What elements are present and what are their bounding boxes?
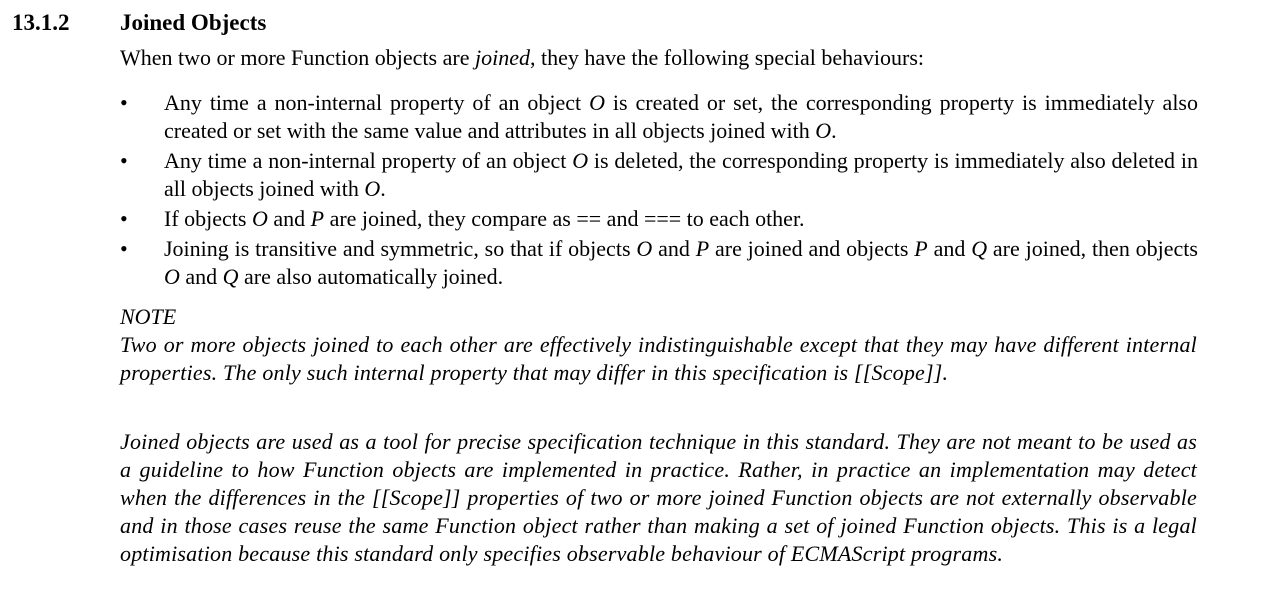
bullet-text: Any time a non-internal property of an object [164,90,590,115]
object-variable: O [251,206,268,231]
note-paragraph: Two or more objects joined to each other are effectively indistinguishable except that they may have different internal properties. The only such internal property that may differ in this specification is [[Scope]]. [120,332,1197,385]
object-variable: P [310,206,325,231]
bullet-text: are joined, they compare as == and === to each other. [324,206,805,231]
note-label: NOTE [120,304,177,329]
bullet-text: is deleted, the corresponding property is immediately also deleted in all objects joined with [164,148,1198,201]
bullet-text: Any time a non-internal property of an object [164,148,573,173]
list-item [120,205,1198,233]
section-title: Joined Objects [120,10,267,35]
list-item [120,147,1198,203]
object-variable: P [914,236,928,261]
bullet-text: and [927,236,972,261]
bullet-marker: • [120,236,128,261]
object-variable: O [572,148,589,173]
bullet-text: and [267,206,311,231]
list-item [120,89,1198,145]
note-paragraph: Joined objects are used as a tool for precise specification technique in this standard. They are not meant to be used as a guideline to how Function objects are implemented in practice. Rather, in practice an implementation may detect when the differences in the [[Scope]] properties of two or more joined Function objects are not externally observable and in those cases reuse the same Function object rather than making a set of joined Function objects. This is a legal optimisation because this standard only specifies observable behaviour of ECMAScript programs. [120,429,1197,566]
object-variable: O [636,236,653,261]
object-variable: Q [222,264,239,289]
bullet-text: are joined, then objects [987,236,1198,261]
bullet-text: . [380,176,386,201]
bullet-text: If objects [164,206,252,231]
bullet-text: are also automatically joined. [238,264,504,289]
object-variable: P [695,236,710,261]
bullet-text: and [652,236,696,261]
bullet-marker: • [120,148,128,173]
object-variable: O [815,118,832,143]
intro-paragraph [120,44,1200,72]
bullet-marker: • [120,206,128,231]
bullet-text: Joining is transitive and symmetric, so that if objects [164,236,637,261]
section-number: 13.1.2 [12,10,70,35]
object-variable: O [164,264,180,289]
object-variable: O [364,176,381,201]
bullet-text: is created or set, the corresponding property is immediately also created or set with the same value and attributes in all objects joined with [164,90,1198,143]
behaviour-list [120,89,1198,293]
intro-text-after: , they have the following special behaviours: [529,45,925,70]
bullet-marker: • [120,90,128,115]
intro-text-before: When two or more Function objects are [120,45,475,70]
intro-emphasis: joined [474,45,530,70]
bullet-text: and [179,264,223,289]
object-variable: Q [971,236,988,261]
bullet-text: . [831,118,837,143]
bullet-text: are joined and objects [709,236,915,261]
list-item [120,235,1198,291]
object-variable: O [589,90,605,115]
